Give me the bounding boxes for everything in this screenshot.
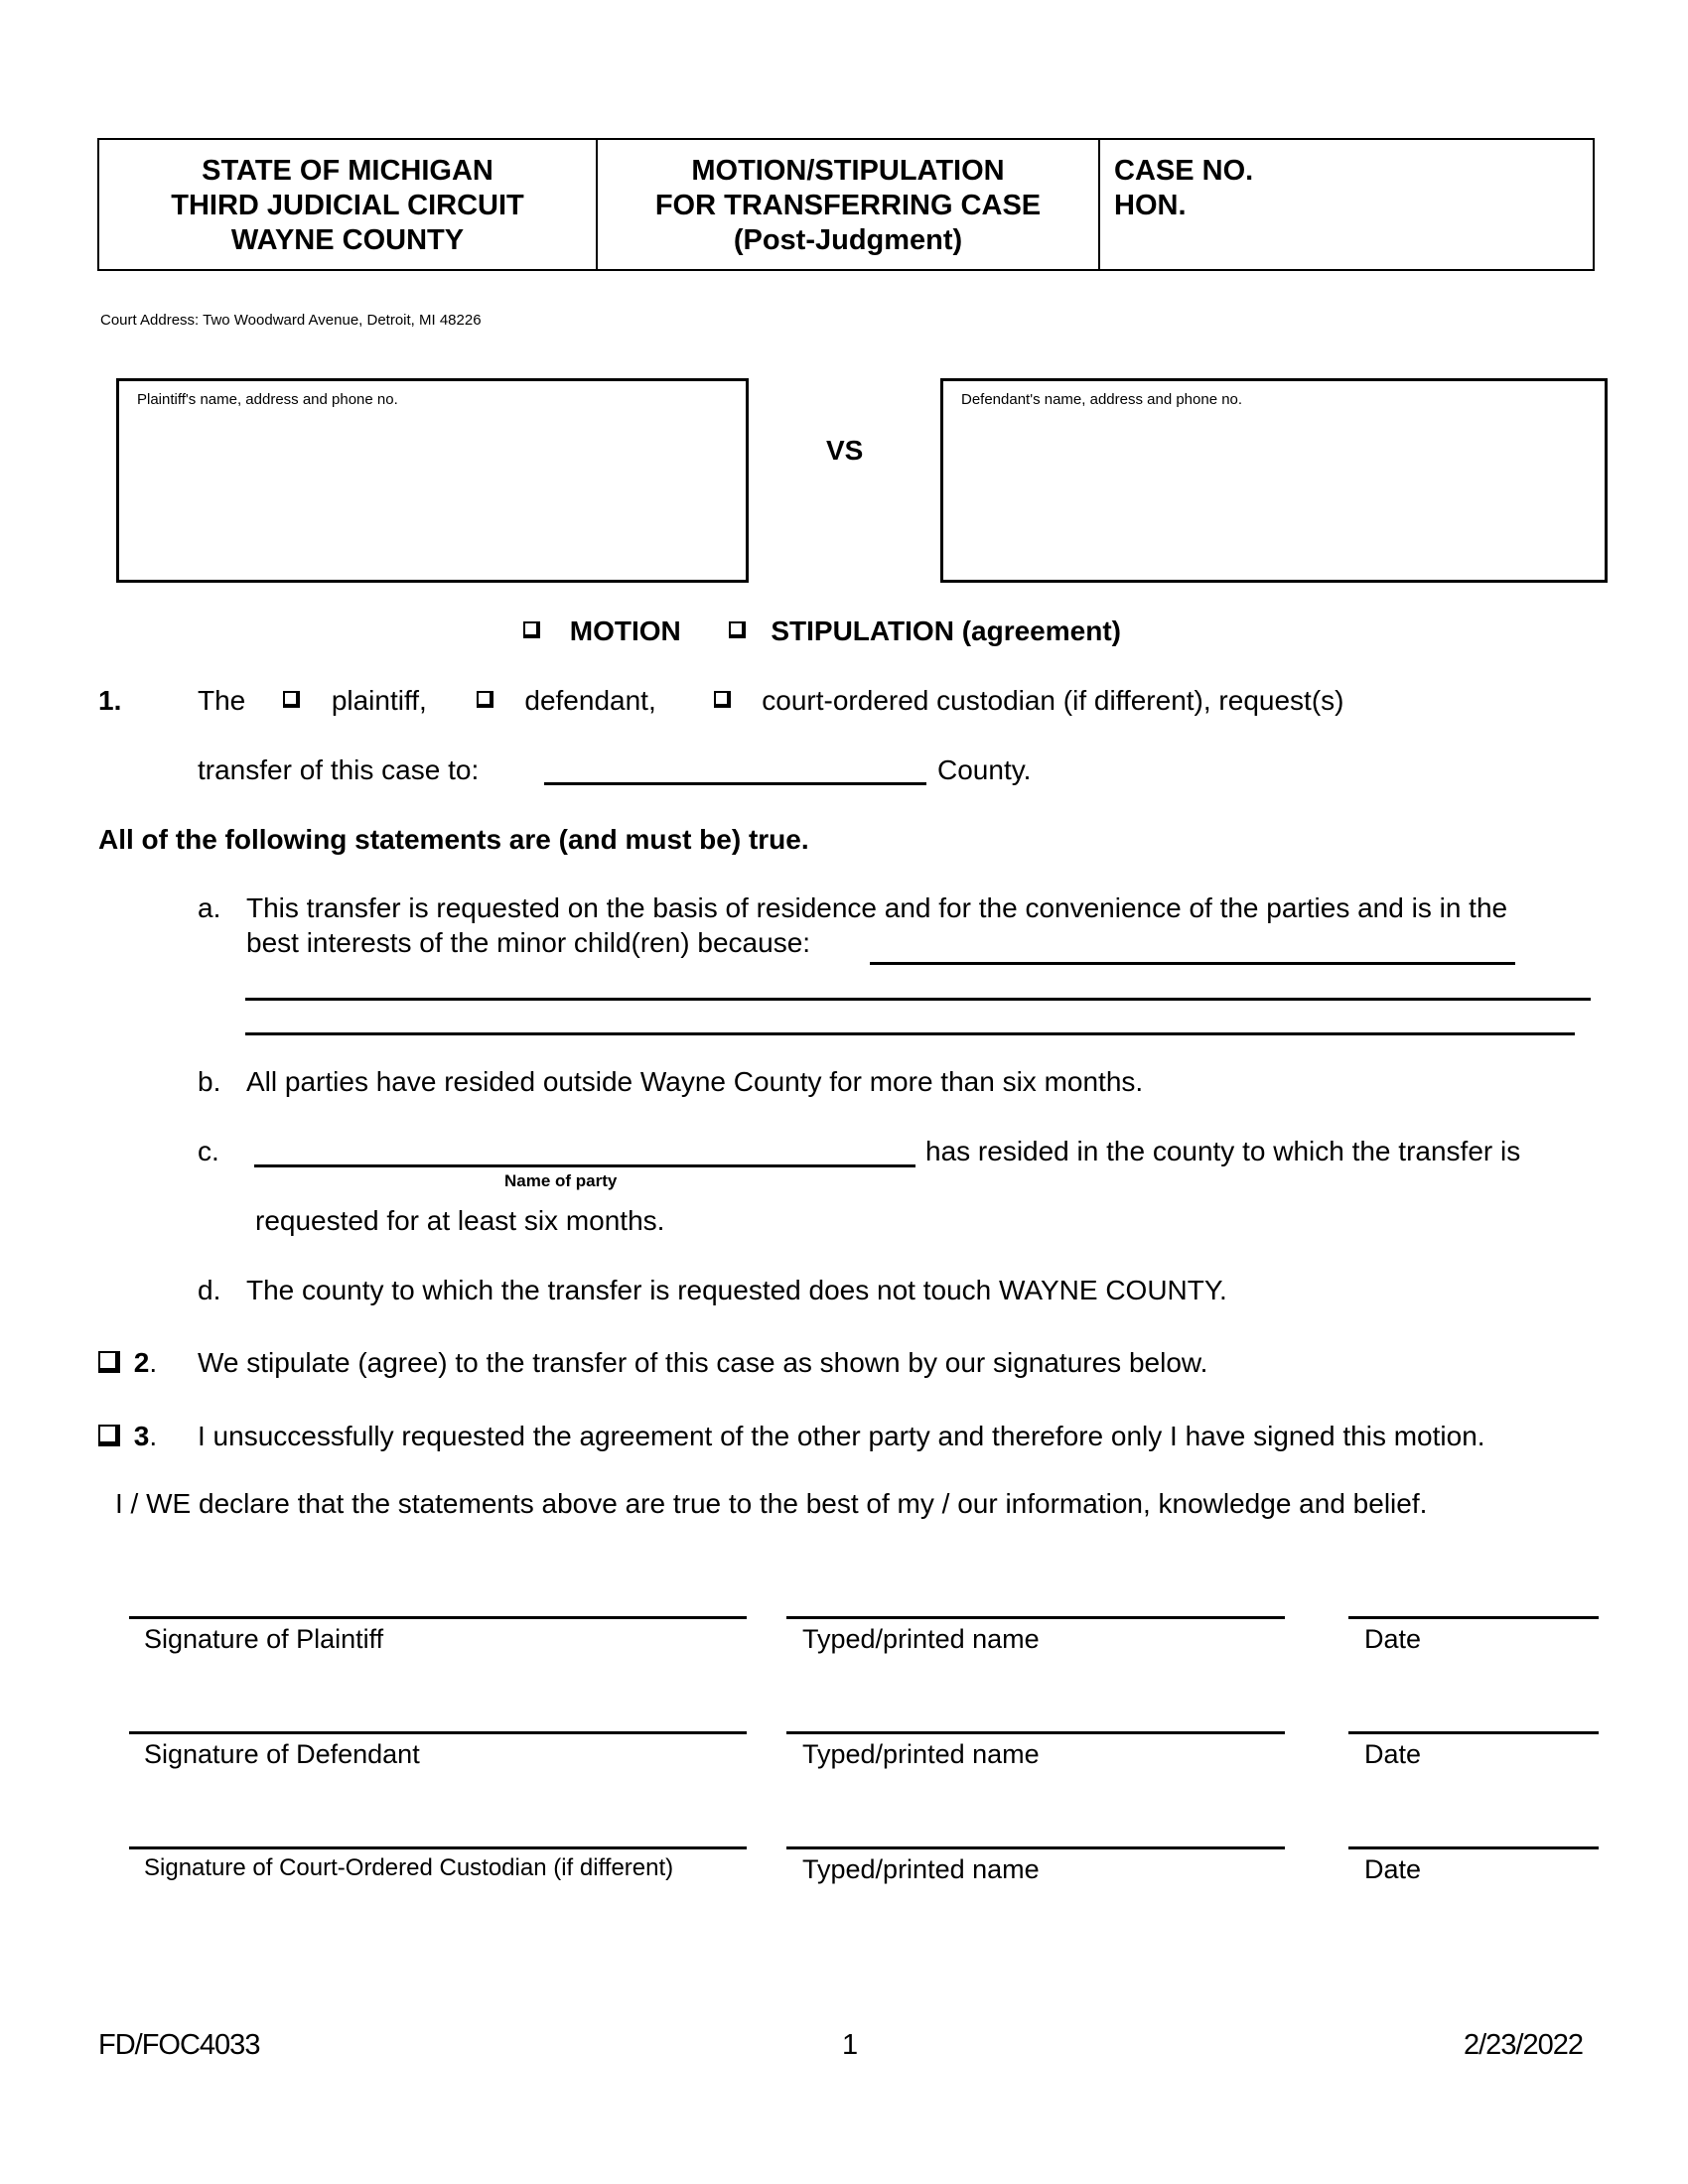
plaintiff-date-label: Date bbox=[1364, 1624, 1422, 1654]
plaintiff-signature-field[interactable] bbox=[129, 1616, 747, 1619]
item-3-row bbox=[98, 1420, 157, 1453]
custodian-signature-label: Signature of Court-Ordered Custodian (if different) bbox=[144, 1854, 674, 1881]
plaintiff-signature-label: Signature of Plaintiff bbox=[144, 1624, 384, 1654]
defendant-printed-name-label: Typed/printed name bbox=[802, 1739, 1040, 1769]
defendant-checkbox[interactable] bbox=[477, 691, 493, 708]
defendant-date-label: Date bbox=[1364, 1739, 1422, 1769]
defendant-option-label: defendant, bbox=[524, 685, 656, 716]
statement-d-text: The county to which the transfer is requested does not touch WAYNE COUNTY. bbox=[246, 1275, 1227, 1305]
court-address: Court Address: Two Woodward Avenue, Detroit, MI 48226 bbox=[100, 312, 482, 329]
plaintiff-printed-name-label: Typed/printed name bbox=[802, 1624, 1040, 1654]
defendant-signature-label: Signature of Defendant bbox=[144, 1739, 420, 1769]
item-2-row bbox=[98, 1346, 157, 1380]
court-line: THIRD JUDICIAL CIRCUIT bbox=[171, 190, 524, 221]
party-name-caption: Name of party bbox=[504, 1171, 618, 1190]
defendant-signature-field[interactable] bbox=[129, 1731, 747, 1734]
plaintiff-date-field[interactable] bbox=[1348, 1616, 1599, 1619]
defendant-printed-name-field[interactable] bbox=[786, 1731, 1285, 1734]
county-suffix: County. bbox=[937, 754, 1032, 785]
plaintiff-info-box[interactable] bbox=[116, 378, 749, 583]
stipulation-label: STIPULATION (agreement) bbox=[771, 615, 1121, 646]
item-3-dot: . bbox=[149, 1421, 158, 1451]
plaintiff-printed-name-field[interactable] bbox=[786, 1616, 1285, 1619]
item-2-dot: . bbox=[149, 1347, 158, 1378]
statement-a-line1: This transfer is requested on the basis of residence and for the convenience of the parties and is in the bbox=[246, 892, 1508, 923]
reason-field-line-3[interactable] bbox=[245, 1032, 1575, 1035]
judge-label: HON. bbox=[1114, 190, 1187, 221]
form-header bbox=[97, 138, 1595, 271]
statements-heading: All of the following statements are (and must be) true. bbox=[98, 824, 809, 855]
versus-label: VS bbox=[826, 435, 864, 466]
statement-d-letter: d. bbox=[198, 1275, 221, 1305]
filing-type-row bbox=[523, 614, 1121, 648]
defendant-info-label: Defendant's name, address and phone no. bbox=[961, 391, 1243, 408]
custodian-printed-name-field[interactable] bbox=[786, 1846, 1285, 1849]
plaintiff-option-label: plaintiff, bbox=[331, 685, 427, 716]
page-number: 1 bbox=[842, 2029, 858, 2061]
court-line: WAYNE COUNTY bbox=[230, 224, 465, 256]
stipulate-checkbox[interactable] bbox=[98, 1351, 120, 1373]
custodian-signature-field[interactable] bbox=[129, 1846, 747, 1849]
case-info-cell[interactable] bbox=[1100, 140, 1593, 269]
item-1-number: 1. bbox=[98, 685, 122, 716]
item-2-text: We stipulate (agree) to the transfer of this case as shown by our signatures below. bbox=[198, 1347, 1208, 1378]
custodian-option-label: court-ordered custodian (if different), request(s) bbox=[762, 685, 1344, 716]
motion-label: MOTION bbox=[569, 615, 681, 646]
item-3-number: 3 bbox=[133, 1421, 150, 1451]
reason-field-line-1[interactable] bbox=[870, 962, 1515, 965]
item-1-the: The bbox=[198, 685, 246, 716]
party-name-field[interactable] bbox=[254, 1164, 915, 1167]
statement-a-letter: a. bbox=[198, 892, 221, 923]
custodian-printed-name-label: Typed/printed name bbox=[802, 1854, 1040, 1884]
stipulation-checkbox[interactable] bbox=[729, 621, 746, 638]
statement-c-text2: requested for at least six months. bbox=[255, 1205, 665, 1236]
item-1-row bbox=[198, 684, 1343, 718]
unsuccessful-request-checkbox[interactable] bbox=[98, 1425, 120, 1446]
statement-c-letter: c. bbox=[198, 1136, 219, 1166]
custodian-date-label: Date bbox=[1364, 1854, 1422, 1884]
court-line: STATE OF MICHIGAN bbox=[202, 155, 493, 187]
statement-b-letter: b. bbox=[198, 1066, 221, 1097]
custodian-date-field[interactable] bbox=[1348, 1846, 1599, 1849]
transfer-to-label: transfer of this case to: bbox=[198, 754, 480, 785]
plaintiff-info-label: Plaintiff's name, address and phone no. bbox=[137, 391, 398, 408]
defendant-info-box[interactable] bbox=[940, 378, 1608, 583]
form-title-line: MOTION/STIPULATION bbox=[691, 155, 1005, 187]
motion-checkbox[interactable] bbox=[523, 621, 540, 638]
statement-c-text1: has resided in the county to which the transfer is bbox=[925, 1136, 1521, 1166]
case-no-label: CASE NO. bbox=[1114, 155, 1254, 187]
declaration-text: I / WE declare that the statements above are true to the best of my / our information, knowledge and belief. bbox=[115, 1488, 1428, 1519]
form-title-line: (Post-Judgment) bbox=[733, 224, 963, 256]
form-title-cell bbox=[598, 140, 1100, 269]
form-id: FD/FOC4033 bbox=[98, 2029, 260, 2061]
defendant-date-field[interactable] bbox=[1348, 1731, 1599, 1734]
form-revision-date: 2/23/2022 bbox=[1464, 2029, 1584, 2061]
item-3-text: I unsuccessfully requested the agreement of the other party and therefore only I have signed this motion. bbox=[198, 1421, 1485, 1451]
statement-a-line2: best interests of the minor child(ren) because: bbox=[246, 927, 811, 958]
plaintiff-checkbox[interactable] bbox=[283, 691, 300, 708]
reason-field-line-2[interactable] bbox=[245, 998, 1591, 1001]
form-title-line: FOR TRANSFERRING CASE bbox=[654, 190, 1042, 221]
custodian-checkbox[interactable] bbox=[714, 691, 731, 708]
court-name-cell bbox=[99, 140, 598, 269]
statement-b-text: All parties have resided outside Wayne County for more than six months. bbox=[246, 1066, 1144, 1097]
item-2-number: 2 bbox=[133, 1347, 150, 1378]
transfer-county-field[interactable] bbox=[544, 782, 926, 785]
